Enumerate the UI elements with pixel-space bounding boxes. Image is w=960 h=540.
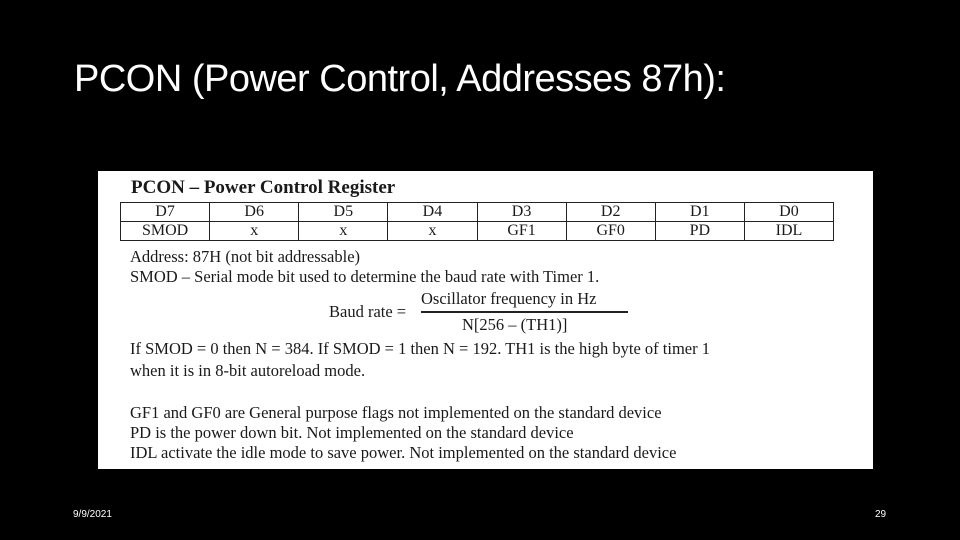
bit-name-cell: D7 xyxy=(121,203,210,222)
slide-title: PCON (Power Control, Addresses 87h): xyxy=(74,58,726,100)
bit-value-row xyxy=(121,222,834,241)
bit-name-cell: D2 xyxy=(566,203,655,222)
bit-value-cell: PD xyxy=(655,222,744,241)
bit-value-cell: GF0 xyxy=(566,222,655,241)
pcon-register-figure xyxy=(98,171,873,469)
bit-name-cell: D4 xyxy=(388,203,477,222)
smod-description: SMOD – Serial mode bit used to determine the baud rate with Timer 1. xyxy=(130,267,600,286)
bit-value-cell: IDL xyxy=(744,222,833,241)
bit-name-cell: D6 xyxy=(210,203,299,222)
bit-value-cell: SMOD xyxy=(121,222,210,241)
register-bit-table xyxy=(120,202,834,241)
bit-value-cell: GF1 xyxy=(477,222,566,241)
bit-value-cell: x xyxy=(299,222,388,241)
fraction-bar xyxy=(421,311,628,313)
baud-rate-label: Baud rate = xyxy=(329,302,407,321)
bit-name-cell: D5 xyxy=(299,203,388,222)
n-value-text: If SMOD = 0 then N = 384. If SMOD = 1 then N = 192. TH1 is the high byte of timer 1 xyxy=(130,339,710,358)
footer-date: 9/9/2021 xyxy=(73,509,112,520)
idl-description: IDL activate the idle mode to save power. Not implemented on the standard device xyxy=(130,443,677,462)
n-value-text-continued: when it is in 8-bit autoreload mode. xyxy=(130,361,366,380)
address-text: Address: 87H (not bit addressable) xyxy=(130,247,361,266)
page-number: 29 xyxy=(875,509,887,520)
bit-value-cell: x xyxy=(210,222,299,241)
bit-name-cell: D0 xyxy=(744,203,833,222)
pd-description: PD is the power down bit. Not implemented on the standard device xyxy=(130,423,574,442)
bit-name-cell: D1 xyxy=(655,203,744,222)
baud-rate-numerator: Oscillator frequency in Hz xyxy=(421,289,597,308)
baud-rate-denominator: N[256 – (TH1)] xyxy=(462,315,568,334)
bit-name-row xyxy=(121,203,834,222)
bit-name-cell: D3 xyxy=(477,203,566,222)
gf-description: GF1 and GF0 are General purpose flags not implemented on the standard device xyxy=(130,403,662,422)
register-heading: PCON – Power Control Register xyxy=(131,177,396,198)
bit-value-cell: x xyxy=(388,222,477,241)
